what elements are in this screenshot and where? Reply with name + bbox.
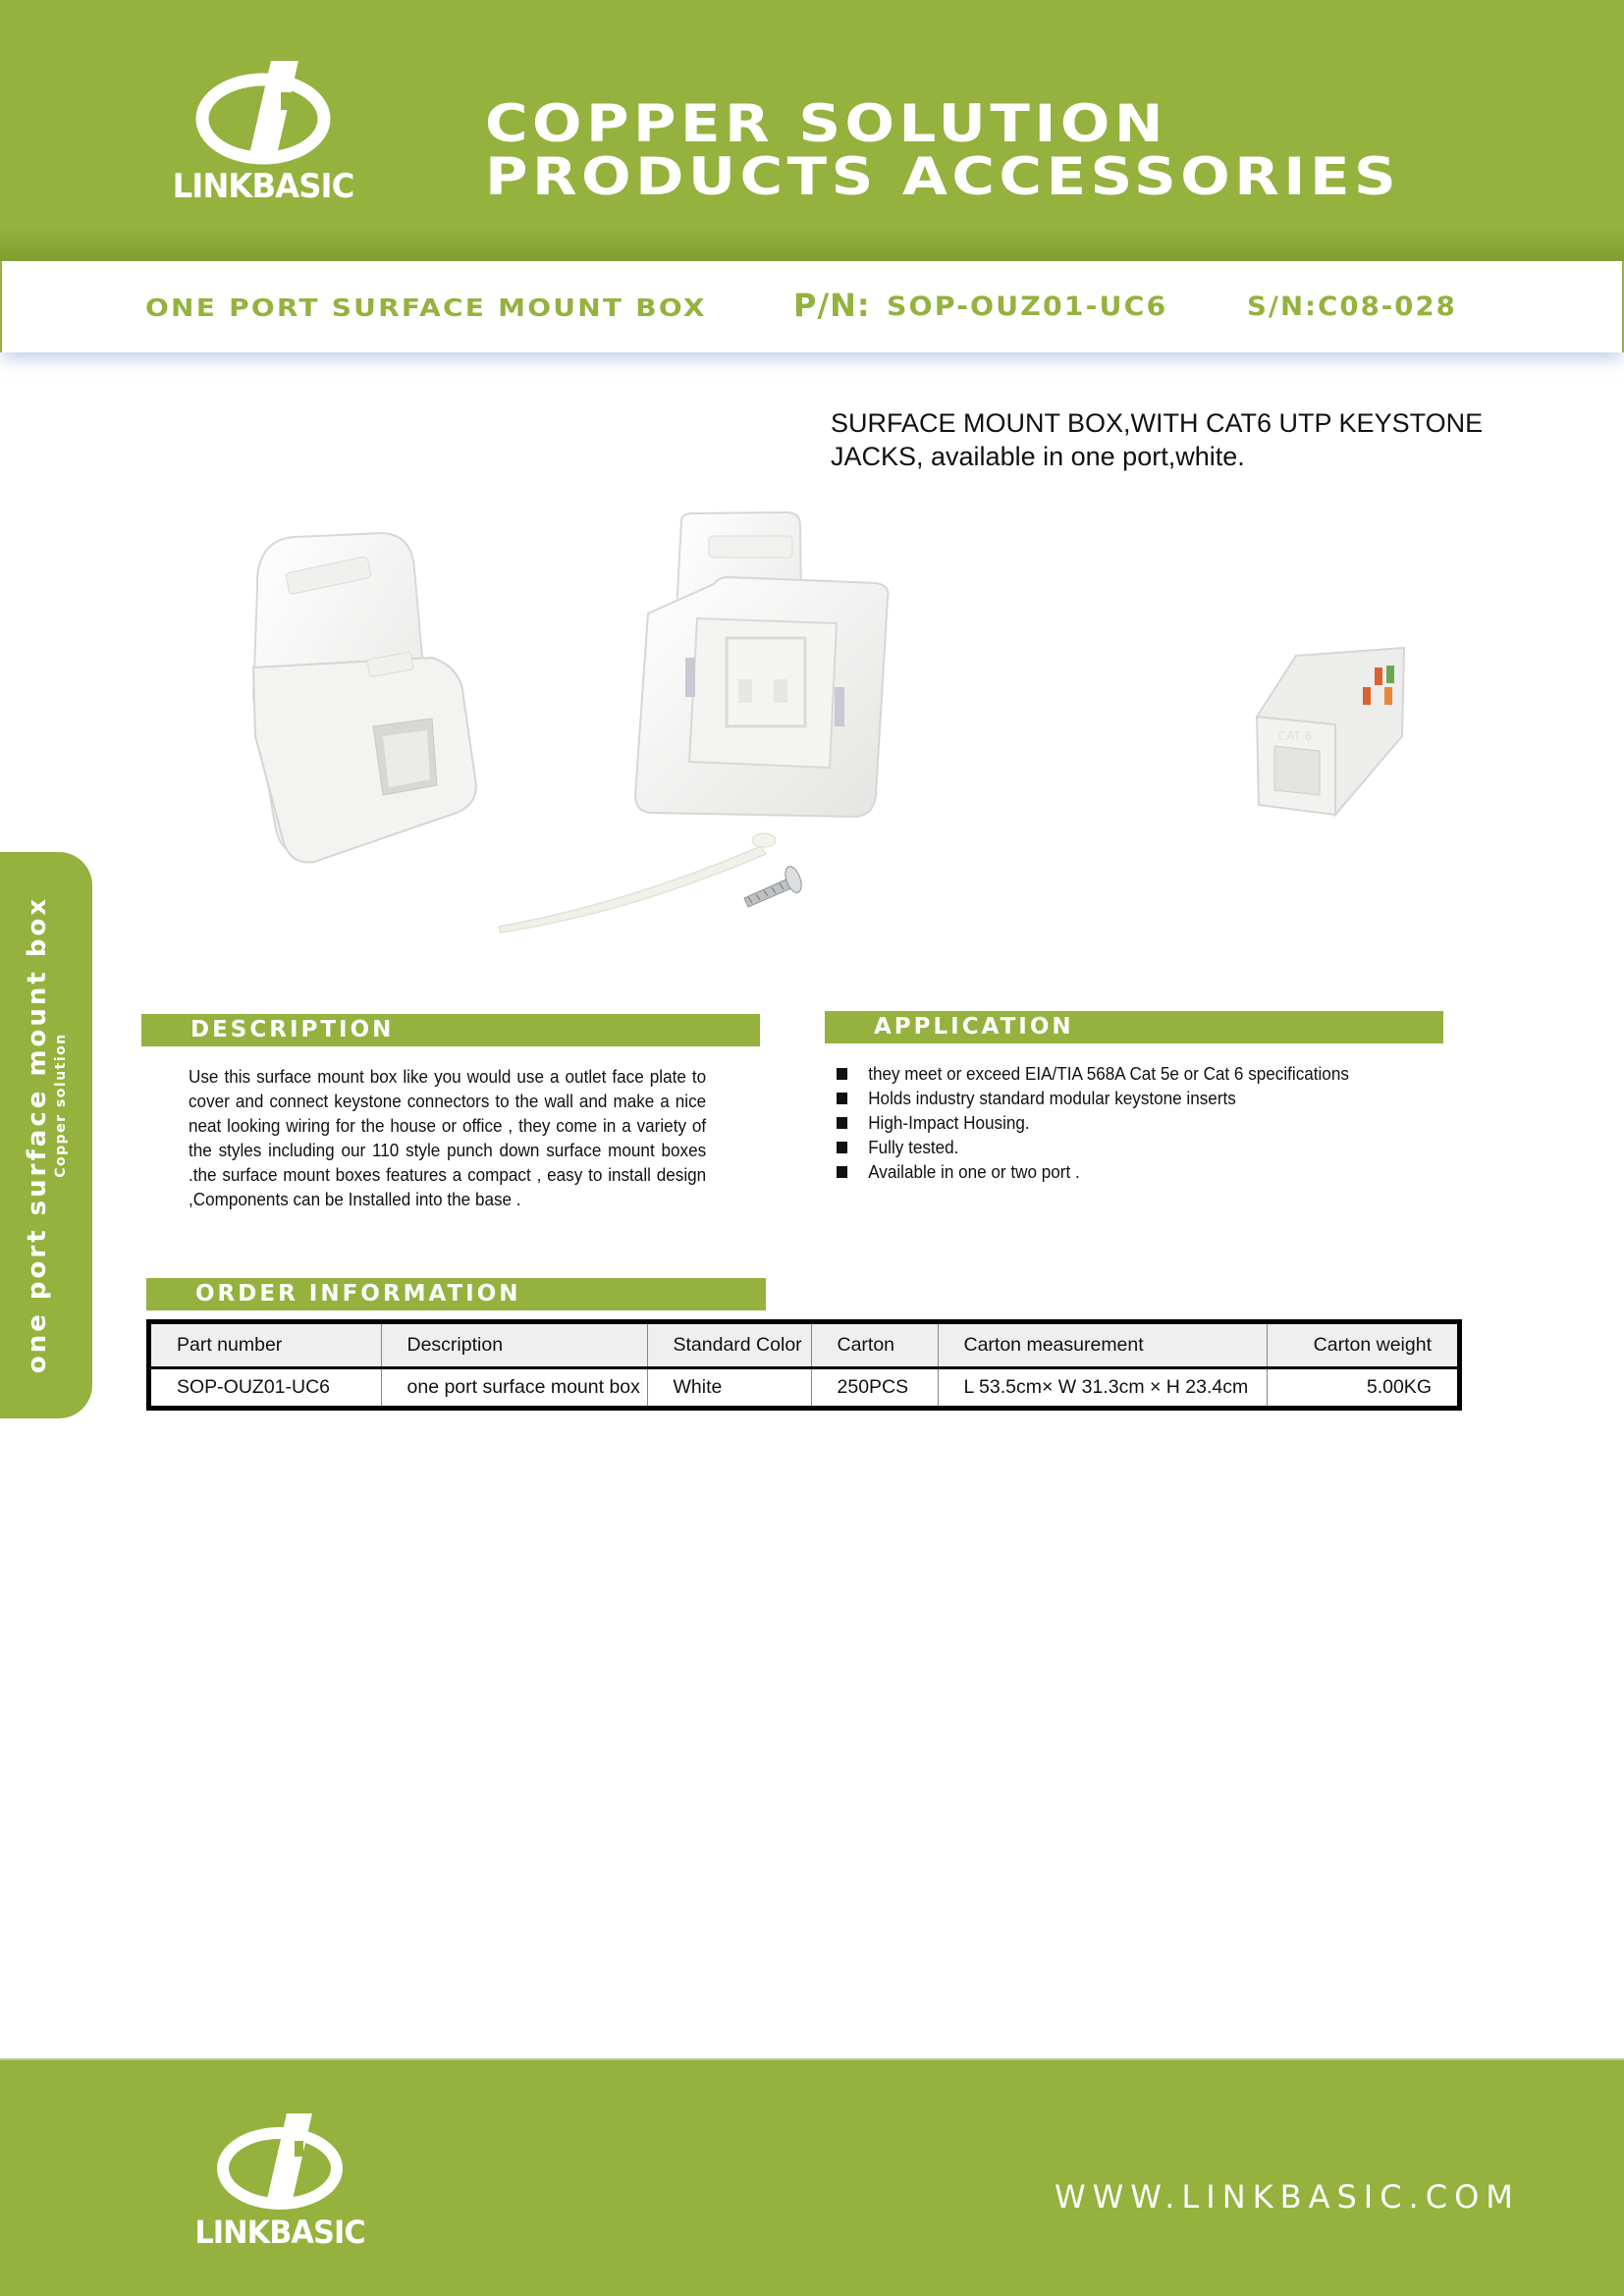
box-base-image — [635, 577, 889, 817]
col-carton-measurement: Carton measurement — [938, 1324, 1267, 1367]
logo-wordmark: LINKBASIC — [172, 167, 354, 206]
product-id-band — [0, 261, 1624, 352]
order-table — [146, 1319, 1462, 1411]
linkbasic-logo-icon — [157, 2111, 403, 2210]
part-number: SOP-OUZ01-UC6 — [887, 292, 1168, 322]
application-list — [837, 1061, 1393, 1184]
cell-part-number: SOP-OUZ01-UC6 — [151, 1367, 381, 1406]
page-header — [0, 0, 1624, 261]
bullet-square-icon — [837, 1142, 847, 1153]
keystone-jack-image — [1257, 648, 1404, 815]
col-part-number: Part number — [151, 1324, 381, 1367]
application-item: Fully tested. — [837, 1135, 1349, 1159]
col-carton: Carton — [811, 1324, 938, 1367]
page-title — [485, 94, 1401, 207]
tagline-line-1: SURFACE MOUNT BOX,WITH CAT6 UTP KEYSTONE — [831, 408, 1484, 438]
cell-standard-color: White — [647, 1367, 811, 1406]
product-tagline — [831, 406, 1538, 473]
linkbasic-logo-icon — [134, 57, 393, 165]
bullet-square-icon — [837, 1093, 847, 1104]
col-description: Description — [381, 1324, 647, 1367]
bullet-square-icon — [837, 1166, 847, 1178]
bullet-square-icon — [837, 1068, 847, 1080]
cell-carton-measurement: L 53.5cm× W 31.3cm × H 23.4cm — [938, 1367, 1267, 1406]
title-line-2: PRODUCTS ACCESSORIES — [485, 147, 1401, 207]
description-text: Use this surface mount box like you would use a outlet face plate to cover and connect keystone connectors to the wall and make a nice neat looking wiring for the house or office , they come in a variety of the styles including our 110 style punch down surface mount boxes .the surface mount boxes features a compact , easy to install design ,Components can be Installed into the base . — [189, 1066, 707, 1209]
cell-carton: 250PCS — [811, 1367, 938, 1406]
website-link[interactable]: WWW.LINKBASIC.COM — [1055, 2178, 1520, 2216]
bullet-square-icon — [837, 1117, 847, 1129]
side-tab-subtitle: Copper solution — [53, 1033, 69, 1178]
part-number-label: P/N: — [793, 287, 871, 324]
application-item: Available in one or two port . — [837, 1159, 1349, 1184]
application-item: they meet or exceed EIA/TIA 568A Cat 5e or Cat 6 specifications — [837, 1061, 1349, 1086]
footer-logo — [157, 2111, 403, 2259]
side-tab — [0, 852, 92, 1418]
col-standard-color: Standard Color — [647, 1324, 811, 1367]
application-item: High-Impact Housing. — [837, 1110, 1349, 1135]
logo-wordmark: LINKBASIC — [194, 2214, 365, 2251]
col-carton-weight: Carton weight — [1313, 1333, 1432, 1356]
side-tab-title: one port surface mount box — [23, 895, 52, 1374]
cable-tie-image — [499, 833, 776, 933]
tagline-line-2: JACKS, available in one port,white. — [831, 442, 1245, 471]
side-tab-text — [23, 896, 70, 1373]
application-item: Holds industry standard modular keystone inserts — [837, 1086, 1349, 1110]
jack-label: CAT 6 — [1278, 729, 1313, 743]
product-photo — [236, 501, 1473, 952]
order-info-heading: ORDER INFORMATION — [146, 1278, 766, 1310]
screw-image — [744, 864, 804, 907]
title-line-1: COPPER SOLUTION — [485, 94, 1168, 154]
product-name: ONE PORT SURFACE MOUNT BOX — [145, 294, 707, 322]
table-row — [151, 1367, 1457, 1406]
serial-number: S/N:C08-028 — [1247, 292, 1457, 322]
cell-carton-weight: 5.00KG — [1366, 1375, 1432, 1398]
page-footer — [0, 2058, 1624, 2296]
application-heading: APPLICATION — [825, 1011, 1443, 1043]
cell-description: one port surface mount box — [381, 1367, 647, 1406]
header-logo — [134, 57, 393, 204]
description-heading: DESCRIPTION — [141, 1014, 760, 1046]
table-header-row — [151, 1324, 1457, 1367]
surface-mount-box-image — [253, 533, 476, 863]
